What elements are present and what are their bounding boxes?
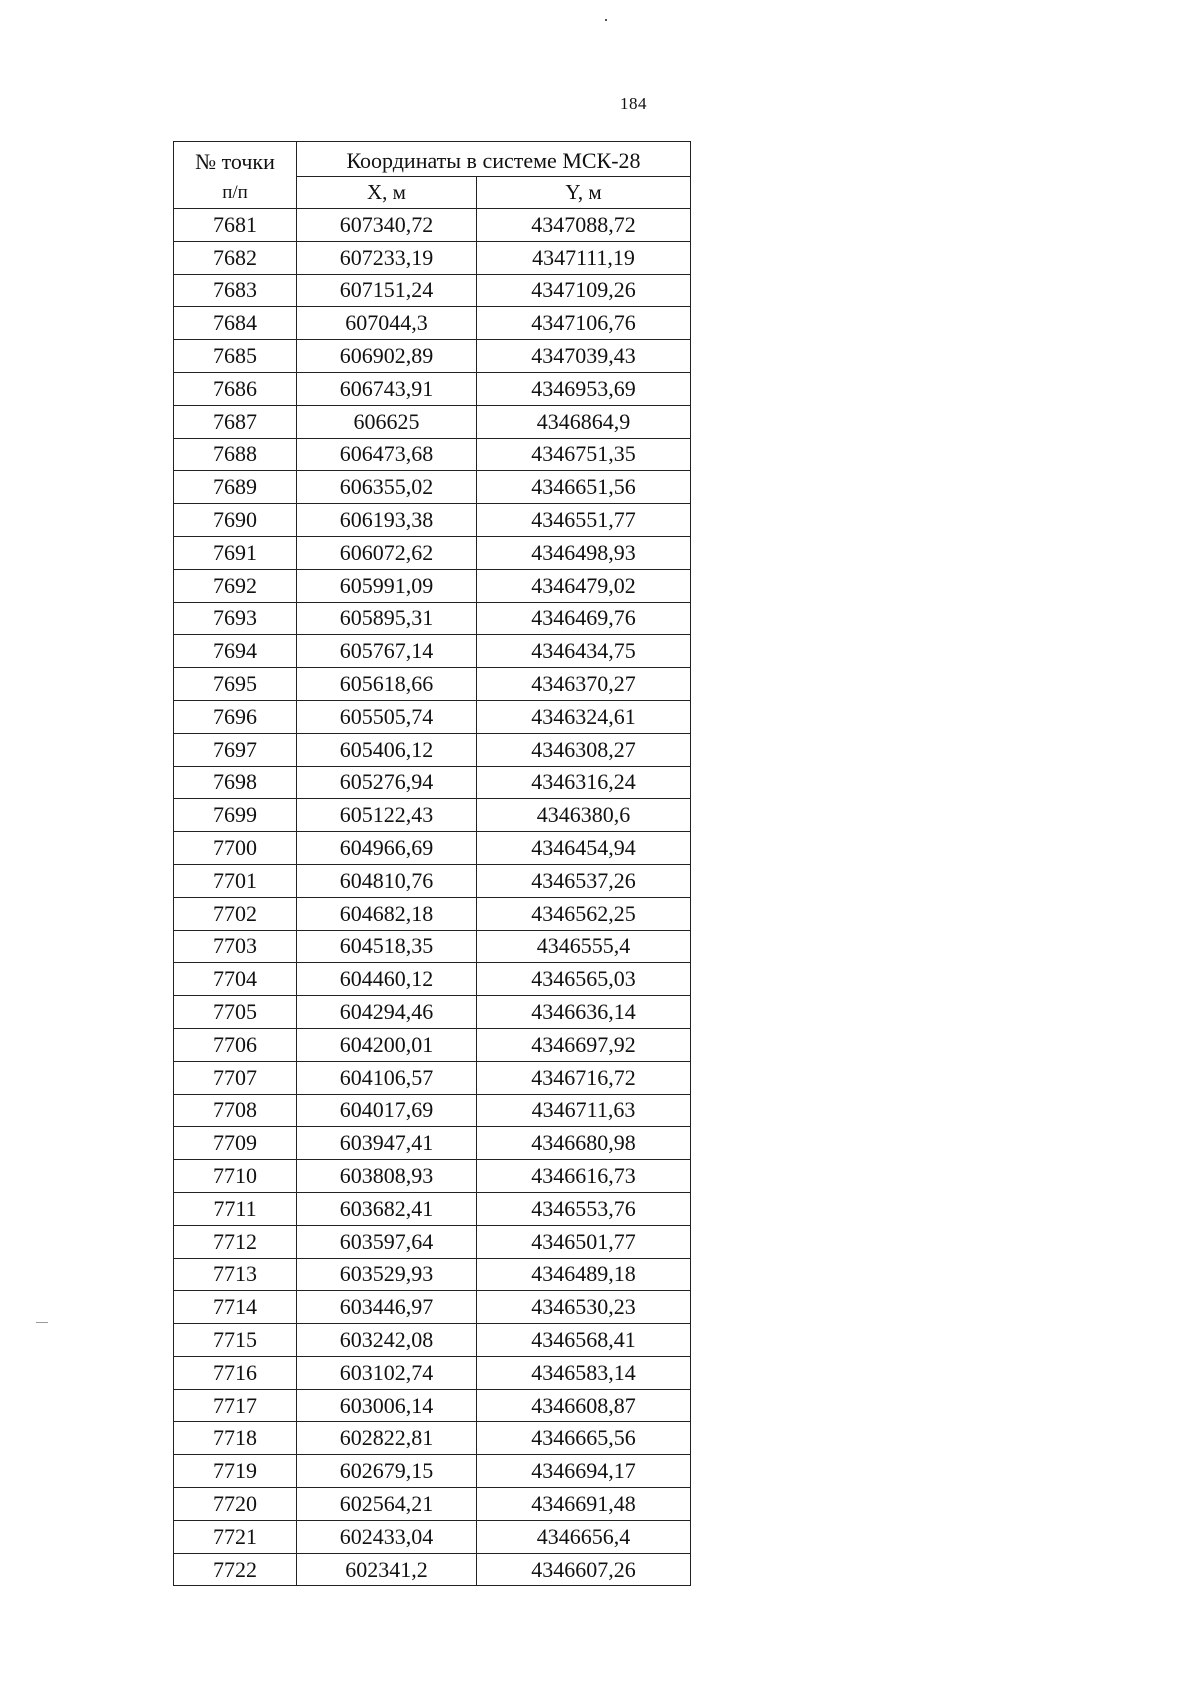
table-row	[174, 1225, 691, 1258]
table-row	[174, 602, 691, 635]
x-coordinate-cell: 603242,08	[297, 1324, 477, 1357]
x-coordinate-cell: 605895,31	[297, 602, 477, 635]
y-column-header: Y, м	[477, 177, 691, 209]
x-coordinate-cell: 605276,94	[297, 766, 477, 799]
y-coordinate-cell: 4346434,75	[477, 635, 691, 668]
table-row	[174, 1061, 691, 1094]
y-coordinate-cell: 4346454,94	[477, 832, 691, 865]
point-number-header-line2: п/п	[222, 181, 248, 203]
y-coordinate-cell: 4347039,43	[477, 340, 691, 373]
table-row	[174, 799, 691, 832]
y-coordinate-cell: 4346380,6	[477, 799, 691, 832]
point-number-cell: 7689	[174, 471, 297, 504]
point-number-cell: 7702	[174, 897, 297, 930]
y-coordinate-cell: 4346553,76	[477, 1192, 691, 1225]
y-coordinate-cell: 4346501,77	[477, 1225, 691, 1258]
table-row	[174, 372, 691, 405]
y-coordinate-cell: 4347109,26	[477, 274, 691, 307]
table-header	[174, 142, 691, 209]
y-coordinate-cell: 4346583,14	[477, 1356, 691, 1389]
y-coordinate-cell: 4346489,18	[477, 1258, 691, 1291]
point-number-cell: 7717	[174, 1389, 297, 1422]
table-row	[174, 536, 691, 569]
x-coordinate-cell: 603102,74	[297, 1356, 477, 1389]
table-row	[174, 209, 691, 242]
point-number-cell: 7719	[174, 1455, 297, 1488]
point-number-cell: 7682	[174, 241, 297, 274]
y-coordinate-cell: 4347088,72	[477, 209, 691, 242]
coordinates-table	[173, 141, 691, 1586]
y-coordinate-cell: 4346711,63	[477, 1094, 691, 1127]
x-coordinate-cell: 604966,69	[297, 832, 477, 865]
point-number-cell: 7712	[174, 1225, 297, 1258]
table-row	[174, 1258, 691, 1291]
x-coordinate-cell: 607233,19	[297, 241, 477, 274]
y-coordinate-cell: 4346370,27	[477, 668, 691, 701]
point-number-cell: 7685	[174, 340, 297, 373]
x-coordinate-cell: 603682,41	[297, 1192, 477, 1225]
point-number-cell: 7683	[174, 274, 297, 307]
point-number-header	[174, 142, 297, 209]
y-coordinate-cell: 4346308,27	[477, 733, 691, 766]
x-coordinate-cell: 604200,01	[297, 1028, 477, 1061]
point-number-cell: 7698	[174, 766, 297, 799]
point-number-cell: 7706	[174, 1028, 297, 1061]
x-column-header: X, м	[297, 177, 477, 209]
y-coordinate-cell: 4346697,92	[477, 1028, 691, 1061]
x-coordinate-cell: 602433,04	[297, 1520, 477, 1553]
point-number-cell: 7714	[174, 1291, 297, 1324]
x-coordinate-cell: 603808,93	[297, 1160, 477, 1193]
table-row	[174, 1160, 691, 1193]
y-coordinate-cell: 4346551,77	[477, 504, 691, 537]
table-row	[174, 1324, 691, 1357]
scan-speck	[605, 19, 607, 21]
table-row	[174, 864, 691, 897]
y-coordinate-cell: 4346498,93	[477, 536, 691, 569]
table-row	[174, 471, 691, 504]
table-row	[174, 1192, 691, 1225]
y-coordinate-cell: 4346469,76	[477, 602, 691, 635]
y-coordinate-cell: 4346691,48	[477, 1488, 691, 1521]
point-number-cell: 7705	[174, 996, 297, 1029]
x-coordinate-cell: 606902,89	[297, 340, 477, 373]
table-row	[174, 569, 691, 602]
x-coordinate-cell: 606743,91	[297, 372, 477, 405]
x-coordinate-cell: 604682,18	[297, 897, 477, 930]
y-coordinate-cell: 4346680,98	[477, 1127, 691, 1160]
point-number-cell: 7690	[174, 504, 297, 537]
y-coordinate-cell: 4346651,56	[477, 471, 691, 504]
point-number-cell: 7715	[174, 1324, 297, 1357]
table-row	[174, 274, 691, 307]
table-row	[174, 996, 691, 1029]
y-coordinate-cell: 4346716,72	[477, 1061, 691, 1094]
x-coordinate-cell: 602564,21	[297, 1488, 477, 1521]
x-coordinate-cell: 607044,3	[297, 307, 477, 340]
point-number-cell: 7707	[174, 1061, 297, 1094]
y-coordinate-cell: 4346636,14	[477, 996, 691, 1029]
point-number-cell: 7700	[174, 832, 297, 865]
y-coordinate-cell: 4346608,87	[477, 1389, 691, 1422]
table-row	[174, 1127, 691, 1160]
table-row	[174, 1553, 691, 1586]
x-coordinate-cell: 604106,57	[297, 1061, 477, 1094]
x-coordinate-cell: 604017,69	[297, 1094, 477, 1127]
point-number-cell: 7720	[174, 1488, 297, 1521]
table-row	[174, 1094, 691, 1127]
table-row	[174, 832, 691, 865]
table-row	[174, 405, 691, 438]
x-coordinate-cell: 604294,46	[297, 996, 477, 1029]
x-coordinate-cell: 606355,02	[297, 471, 477, 504]
point-number-cell: 7695	[174, 668, 297, 701]
x-coordinate-cell: 602679,15	[297, 1455, 477, 1488]
x-coordinate-cell: 603529,93	[297, 1258, 477, 1291]
point-number-cell: 7710	[174, 1160, 297, 1193]
y-coordinate-cell: 4346324,61	[477, 700, 691, 733]
table-row	[174, 733, 691, 766]
x-coordinate-cell: 607340,72	[297, 209, 477, 242]
y-coordinate-cell: 4347111,19	[477, 241, 691, 274]
point-number-cell: 7722	[174, 1553, 297, 1586]
table-row	[174, 635, 691, 668]
x-coordinate-cell: 606072,62	[297, 536, 477, 569]
table-row	[174, 1488, 691, 1521]
point-number-cell: 7693	[174, 602, 297, 635]
y-coordinate-cell: 4346316,24	[477, 766, 691, 799]
point-number-cell: 7704	[174, 963, 297, 996]
point-number-cell: 7713	[174, 1258, 297, 1291]
table-row	[174, 930, 691, 963]
y-coordinate-cell: 4346565,03	[477, 963, 691, 996]
y-coordinate-cell: 4346953,69	[477, 372, 691, 405]
point-number-cell: 7684	[174, 307, 297, 340]
table-row	[174, 1422, 691, 1455]
x-coordinate-cell: 604810,76	[297, 864, 477, 897]
point-number-cell: 7686	[174, 372, 297, 405]
table-row	[174, 1028, 691, 1061]
y-coordinate-cell: 4346616,73	[477, 1160, 691, 1193]
x-coordinate-cell: 603597,64	[297, 1225, 477, 1258]
point-number-cell: 7721	[174, 1520, 297, 1553]
y-coordinate-cell: 4346562,25	[477, 897, 691, 930]
point-number-cell: 7701	[174, 864, 297, 897]
point-number-cell: 7711	[174, 1192, 297, 1225]
table-row	[174, 1389, 691, 1422]
x-coordinate-cell: 604460,12	[297, 963, 477, 996]
point-number-cell: 7708	[174, 1094, 297, 1127]
y-coordinate-cell: 4346751,35	[477, 438, 691, 471]
table-row	[174, 340, 691, 373]
scan-speck	[36, 1322, 48, 1323]
point-number-cell: 7697	[174, 733, 297, 766]
point-number-cell: 7696	[174, 700, 297, 733]
x-coordinate-cell: 602822,81	[297, 1422, 477, 1455]
point-number-cell: 7716	[174, 1356, 297, 1389]
table-row	[174, 307, 691, 340]
table-row	[174, 766, 691, 799]
x-coordinate-cell: 606625	[297, 405, 477, 438]
x-coordinate-cell: 605991,09	[297, 569, 477, 602]
table-body	[174, 209, 691, 1586]
x-coordinate-cell: 605122,43	[297, 799, 477, 832]
table-row	[174, 504, 691, 537]
coordinate-system-header: Координаты в системе МСК-28	[297, 142, 691, 177]
y-coordinate-cell: 4346607,26	[477, 1553, 691, 1586]
table-row	[174, 668, 691, 701]
y-coordinate-cell: 4346530,23	[477, 1291, 691, 1324]
table-row	[174, 1520, 691, 1553]
y-coordinate-cell: 4346479,02	[477, 569, 691, 602]
point-number-cell: 7694	[174, 635, 297, 668]
point-number-cell: 7703	[174, 930, 297, 963]
point-number-cell: 7687	[174, 405, 297, 438]
y-coordinate-cell: 4346864,9	[477, 405, 691, 438]
point-number-cell: 7718	[174, 1422, 297, 1455]
point-number-cell: 7699	[174, 799, 297, 832]
table-row	[174, 897, 691, 930]
table-row	[174, 241, 691, 274]
x-coordinate-cell: 606473,68	[297, 438, 477, 471]
table-row	[174, 1356, 691, 1389]
y-coordinate-cell: 4346656,4	[477, 1520, 691, 1553]
table-row	[174, 700, 691, 733]
point-number-cell: 7709	[174, 1127, 297, 1160]
x-coordinate-cell: 603446,97	[297, 1291, 477, 1324]
x-coordinate-cell: 606193,38	[297, 504, 477, 537]
y-coordinate-cell: 4346537,26	[477, 864, 691, 897]
x-coordinate-cell: 603006,14	[297, 1389, 477, 1422]
x-coordinate-cell: 605505,74	[297, 700, 477, 733]
y-coordinate-cell: 4347106,76	[477, 307, 691, 340]
x-coordinate-cell: 605406,12	[297, 733, 477, 766]
point-number-header-line1: № точки	[195, 148, 275, 174]
point-number-cell: 7691	[174, 536, 297, 569]
page-number: 184	[620, 94, 647, 113]
table-row	[174, 963, 691, 996]
x-coordinate-cell: 607151,24	[297, 274, 477, 307]
point-number-cell: 7692	[174, 569, 297, 602]
point-number-cell: 7688	[174, 438, 297, 471]
x-coordinate-cell: 603947,41	[297, 1127, 477, 1160]
x-coordinate-cell: 604518,35	[297, 930, 477, 963]
table-row	[174, 438, 691, 471]
table-row	[174, 1291, 691, 1324]
y-coordinate-cell: 4346555,4	[477, 930, 691, 963]
x-coordinate-cell: 602341,2	[297, 1553, 477, 1586]
y-coordinate-cell: 4346665,56	[477, 1422, 691, 1455]
y-coordinate-cell: 4346694,17	[477, 1455, 691, 1488]
y-coordinate-cell: 4346568,41	[477, 1324, 691, 1357]
x-coordinate-cell: 605618,66	[297, 668, 477, 701]
table-row	[174, 1455, 691, 1488]
point-number-cell: 7681	[174, 209, 297, 242]
x-coordinate-cell: 605767,14	[297, 635, 477, 668]
